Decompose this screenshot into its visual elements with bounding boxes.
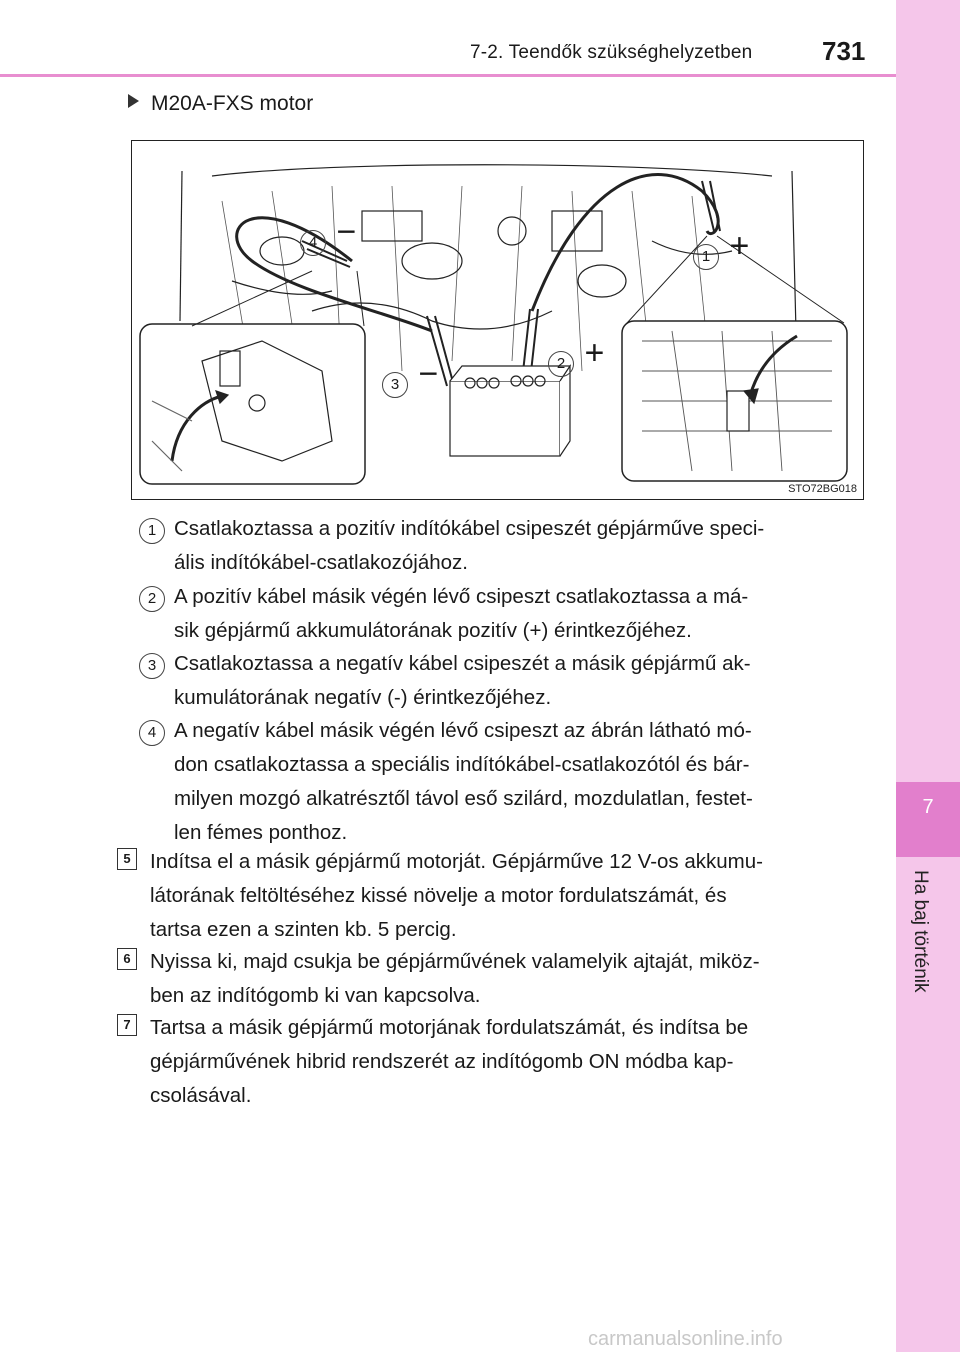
substep-2: A pozitív kábel másik végén lévő csipeszt csatlakoztassa a má- sik gépjármű akkumulátorának pozitív (+) érintkezőjéhez. [174,585,749,642]
triangle-bullet-icon [128,94,139,108]
header-divider [0,74,896,77]
watermark: carmanualsonline.info [588,1328,783,1350]
substep-3: Csatlakoztassa a negatív kábel csipeszét a másik gépjármű ak- kumulátorának negatív (-) érintkezőjéhez. [174,652,751,709]
jump-start-illustration [131,140,864,500]
section-heading-text: M20A-FXS motor [151,92,314,115]
chapter-sidebar [896,0,960,1352]
chapter-tab [896,782,960,857]
callout-4 [300,213,357,256]
callout-2 [548,334,605,377]
step-5: Indítsa el a másik gépjármű motorját. Gépjárműve 12 V-os akkumu- látorának feltöltéséhez kissé növelje a motor fordulatszámát, és tartsa ezen a szinten kb. 5 percig. [150,850,763,941]
step-number: 6 [117,948,137,970]
callout-number: 2 [548,351,574,377]
positive-sign: + [584,334,605,372]
chapter-number: 7 [922,796,934,818]
step-7: Tartsa a másik gépjármű motorjának fordulatszámát, és indítsa be gépjárművének hibrid rendszerét az indítógomb ON módba kap- csolásával. [150,1016,749,1107]
callout-3 [382,355,439,398]
chapter-title: Ha baj történik [910,870,931,993]
positive-sign: + [729,227,750,265]
figure-code: STO72BG018 [788,483,857,495]
page-number: 731 [822,36,866,66]
step-6: Nyissa ki, majd csukja be gépjárművének valamelyik ajtaját, miköz- ben az indítógomb ki van kapcsolva. [150,950,760,1007]
substep-number: 4 [139,720,165,746]
callout-number: 4 [300,230,326,256]
substep-1: Csatlakoztassa a pozitív indítókábel csipeszét gépjárműve speci- ális indítókábel-csatlakozójához. [174,517,765,574]
callout-number: 3 [382,372,408,398]
substep-number: 3 [139,653,165,679]
chapter-section-title: 7-2. Teendők szükséghelyzetben [470,42,753,63]
callout-1 [693,227,750,270]
negative-sign: − [418,355,439,393]
step-number: 7 [117,1014,137,1036]
section-heading [128,92,313,116]
callout-number: 1 [693,244,719,270]
step-number: 5 [117,848,137,870]
substep-4: A negatív kábel másik végén lévő csipeszt az ábrán látható mó- don csatlakoztassa a speciális indítókábel-csatlakozótól és bár- milyen mozgó alkatrésztől távol eső szilárd, mozdulatlan, festet- len fémes ponthoz. [174,719,753,844]
negative-sign: − [336,213,357,251]
substep-number: 1 [139,518,165,544]
engine-bay-drawing [132,141,863,499]
substep-number: 2 [139,586,165,612]
